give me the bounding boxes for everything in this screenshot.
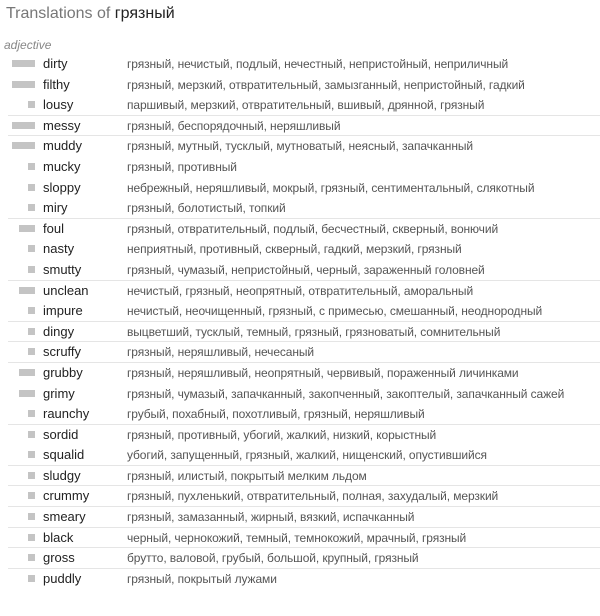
reverse-translations: неприятный, противный, скверный, гадкий, мерзкий, грязный bbox=[127, 242, 462, 257]
translation-term-link[interactable]: miry bbox=[43, 200, 68, 216]
reverse-translations: грязный, противный, убогий, жалкий, низкий, корыстный bbox=[127, 427, 437, 442]
reverse-translations: паршивый, мерзкий, отвратительный, вшивый, дрянной, грязный bbox=[127, 98, 485, 113]
reverse-translations: небрежный, неряшливый, мокрый, грязный, сентиментальный, слякотный bbox=[127, 180, 535, 195]
translation-row bbox=[0, 403, 600, 424]
translation-row bbox=[0, 300, 600, 321]
translation-row bbox=[0, 238, 600, 259]
translation-term-link[interactable]: squalid bbox=[43, 447, 85, 463]
translation-row bbox=[0, 94, 600, 115]
translation-term-link[interactable]: grubby bbox=[43, 364, 83, 380]
frequency-bar bbox=[28, 554, 35, 561]
frequency-bar bbox=[28, 534, 35, 541]
translation-row bbox=[0, 177, 600, 198]
frequency-bar bbox=[19, 390, 35, 397]
reverse-translations: грязный, покрытый лужами bbox=[127, 571, 277, 586]
frequency-bar bbox=[28, 328, 35, 335]
translation-row bbox=[0, 506, 600, 527]
translation-term-link[interactable]: dirty bbox=[43, 56, 68, 71]
frequency-bar bbox=[28, 492, 35, 499]
reverse-translations: нечистый, грязный, неопрятный, отвратительный, аморальный bbox=[127, 283, 474, 298]
frequency-bar bbox=[28, 472, 35, 479]
translation-row bbox=[0, 465, 600, 486]
translation-term-link[interactable]: sloppy bbox=[43, 179, 81, 195]
translation-term-link[interactable]: puddly bbox=[43, 570, 82, 586]
translation-term-link[interactable]: mucky bbox=[43, 158, 81, 174]
reverse-translations: черный, чернокожий, темный, темнокожий, мрачный, грязный bbox=[127, 530, 467, 545]
frequency-bar bbox=[28, 307, 35, 314]
translations-header bbox=[6, 5, 175, 23]
reverse-translations: грубый, похабный, похотливый, грязный, неряшливый bbox=[127, 407, 425, 422]
frequency-bar bbox=[28, 163, 35, 170]
translation-term-link[interactable]: foul bbox=[43, 220, 64, 236]
frequency-bar bbox=[12, 60, 35, 67]
translation-row bbox=[0, 218, 600, 239]
translation-term-link[interactable]: dingy bbox=[43, 323, 75, 339]
translation-row bbox=[0, 156, 600, 177]
frequency-bar bbox=[19, 369, 35, 376]
translation-row bbox=[0, 321, 600, 342]
translation-term-link[interactable]: black bbox=[43, 529, 74, 545]
header-prefix: Translations of bbox=[6, 5, 111, 22]
reverse-translations: убогий, запущенный, грязный, жалкий, нищенский, опустившийся bbox=[127, 448, 487, 463]
reverse-translations: грязный, мерзкий, отвратительный, замызганный, непристойный, гадкий bbox=[127, 77, 525, 92]
reverse-translations: грязный, нечистый, подлый, нечестный, непристойный, неприличный bbox=[127, 57, 509, 71]
translation-row bbox=[0, 547, 600, 568]
frequency-bar bbox=[12, 81, 35, 88]
frequency-bar bbox=[28, 245, 35, 252]
reverse-translations: грязный, неряшливый, нечесаный bbox=[127, 345, 315, 360]
frequency-bar bbox=[12, 122, 35, 129]
translation-row bbox=[0, 115, 600, 136]
part-of-speech-label: adjective bbox=[4, 38, 52, 52]
translation-row bbox=[0, 259, 600, 280]
reverse-translations: выцветший, тусклый, темный, грязный, грязноватый, сомнительный bbox=[127, 324, 501, 339]
translation-row bbox=[0, 53, 600, 74]
translation-row bbox=[0, 383, 600, 404]
translation-row bbox=[0, 362, 600, 383]
frequency-bar bbox=[28, 431, 35, 438]
reverse-translations: грязный, чумазый, запачканный, закопченный, закоптелый, запачканный сажей bbox=[127, 386, 565, 401]
translation-term-link[interactable]: grimy bbox=[43, 385, 75, 401]
reverse-translations: грязный, пухленький, отвратительный, полная, захудалый, мерзкий bbox=[127, 489, 499, 504]
translation-term-link[interactable]: gross bbox=[43, 550, 75, 566]
translation-term-link[interactable]: raunchy bbox=[43, 406, 90, 422]
translation-term-link[interactable]: lousy bbox=[43, 97, 74, 113]
translation-list bbox=[0, 53, 600, 588]
translation-term-link[interactable]: messy bbox=[43, 117, 81, 133]
frequency-bar bbox=[19, 225, 35, 232]
translation-term-link[interactable]: sludgy bbox=[43, 467, 81, 483]
translation-term-link[interactable]: crummy bbox=[43, 488, 90, 504]
translation-row bbox=[0, 74, 600, 95]
translation-row bbox=[0, 444, 600, 465]
translation-row bbox=[0, 568, 600, 589]
translation-row bbox=[0, 135, 600, 156]
reverse-translations: грязный, замазанный, жирный, вязкий, испачканный bbox=[127, 510, 415, 525]
reverse-translations: грязный, илистый, покрытый мелким льдом bbox=[127, 468, 367, 483]
translation-term-link[interactable]: scruffy bbox=[43, 344, 82, 360]
translation-row bbox=[0, 527, 600, 548]
translation-term-link[interactable]: muddy bbox=[43, 138, 83, 154]
translation-term-link[interactable]: filthy bbox=[43, 76, 70, 92]
translation-term-link[interactable]: sordid bbox=[43, 426, 79, 442]
translation-row bbox=[0, 485, 600, 506]
frequency-bar bbox=[12, 142, 35, 149]
reverse-translations: грязный, противный bbox=[127, 159, 237, 174]
frequency-bar bbox=[28, 513, 35, 520]
frequency-bar bbox=[28, 266, 35, 273]
translation-row bbox=[0, 424, 600, 445]
frequency-bar bbox=[28, 184, 35, 191]
translation-term-link[interactable]: smutty bbox=[43, 261, 82, 277]
reverse-translations: грязный, беспорядочный, неряшливый bbox=[127, 118, 341, 133]
reverse-translations: грязный, болотистый, топкий bbox=[127, 201, 286, 216]
translation-row bbox=[0, 280, 600, 301]
reverse-translations: грязный, чумазый, непристойный, черный, зараженный головней bbox=[127, 262, 485, 277]
translation-row bbox=[0, 197, 600, 218]
source-word: грязный bbox=[114, 5, 175, 22]
translation-term-link[interactable]: nasty bbox=[43, 241, 75, 257]
frequency-bar bbox=[19, 287, 35, 294]
reverse-translations: нечистый, неочищенный, грязный, с примесью, смешанный, неоднородный bbox=[127, 304, 543, 319]
frequency-bar bbox=[28, 451, 35, 458]
reverse-translations: грязный, отвратительный, подлый, бесчестный, скверный, вонючий bbox=[127, 221, 499, 236]
translation-term-link[interactable]: impure bbox=[43, 303, 83, 319]
frequency-bar bbox=[28, 204, 35, 211]
frequency-bar bbox=[28, 101, 35, 108]
translation-term-link[interactable]: smeary bbox=[43, 509, 86, 525]
reverse-translations: брутто, валовой, грубый, большой, крупный, грязный bbox=[127, 551, 419, 566]
translation-row bbox=[0, 341, 600, 362]
frequency-bar bbox=[28, 348, 35, 355]
frequency-bar bbox=[28, 410, 35, 417]
reverse-translations: грязный, мутный, тусклый, мутноватый, неясный, запачканный bbox=[127, 139, 473, 154]
reverse-translations: грязный, неряшливый, неопрятный, червивый, пораженный личинками bbox=[127, 365, 519, 380]
translation-term-link[interactable]: unclean bbox=[43, 282, 89, 298]
frequency-bar bbox=[28, 575, 35, 582]
